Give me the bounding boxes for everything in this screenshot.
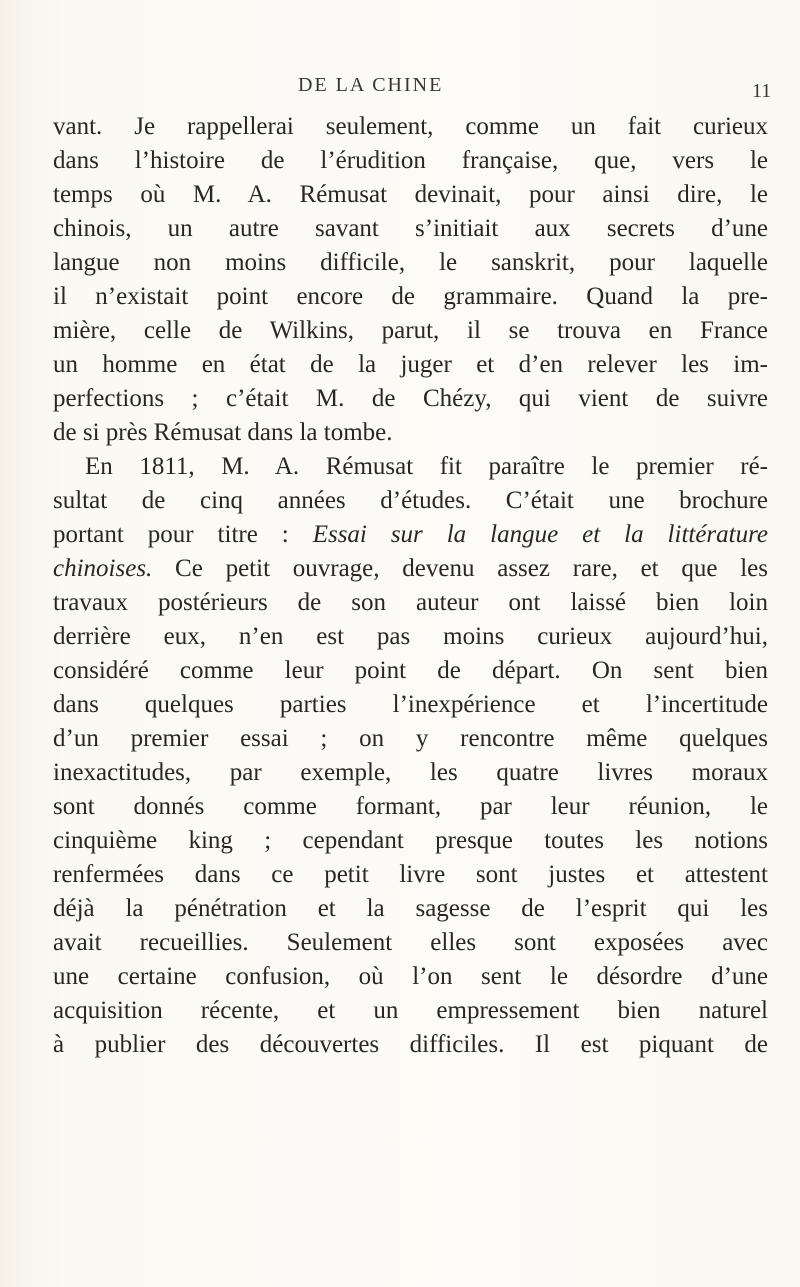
text-line: sont donnés comme formant, par leur réunion, le bbox=[53, 793, 768, 820]
text-segment: Ce petit ouvrage, devenu assez rare, et que les bbox=[152, 555, 768, 582]
page-number: 11 bbox=[752, 80, 772, 102]
text-line: dans quelques parties l’inexpérience et l’incertitude bbox=[53, 691, 768, 718]
text-line bbox=[53, 552, 768, 586]
text-line: perfections ; c’était M. de Chézy, qui vient de suivre bbox=[53, 385, 768, 412]
text-line: acquisition récente, et un empressement bien naturel bbox=[53, 997, 768, 1024]
text-line: temps où M. A. Rémusat devinait, pour ainsi dire, le bbox=[53, 181, 768, 208]
body-text bbox=[53, 110, 768, 1062]
text-line: cinquième king ; cependant presque toutes les notions bbox=[53, 827, 768, 854]
running-title: DE LA CHINE bbox=[298, 74, 444, 96]
text-line: renfermées dans ce petit livre sont justes et attestent bbox=[53, 861, 768, 888]
text-line: une certaine confusion, où l’on sent le désordre d’une bbox=[53, 963, 768, 990]
text-line: considéré comme leur point de départ. On sent bien bbox=[53, 657, 768, 684]
text-line: travaux postérieurs de son auteur ont laissé bien loin bbox=[53, 589, 768, 616]
text-line: chinois, un autre savant s’initiait aux secrets d’une bbox=[53, 215, 768, 242]
text-line: derrière eux, n’en est pas moins curieux aujourd’hui, bbox=[53, 623, 768, 650]
text-line: un homme en état de la juger et d’en relever les im- bbox=[53, 351, 768, 378]
book-title: chinoises. bbox=[53, 555, 153, 582]
page-header bbox=[0, 74, 800, 104]
text-line: mière, celle de Wilkins, parut, il se trouva en France bbox=[53, 317, 768, 344]
text-line: avait recueillies. Seulement elles sont exposées avec bbox=[53, 929, 768, 956]
text-line: dans l’histoire de l’érudition française, que, vers le bbox=[53, 147, 768, 174]
text-line: vant. Je rappellerai seulement, comme un fait curieux bbox=[53, 113, 768, 140]
text-line: langue non moins difficile, le sanskrit, pour laquelle bbox=[53, 249, 768, 276]
text-line: il n’existait point encore de grammaire. Quand la pre- bbox=[53, 283, 768, 310]
text-line: d’un premier essai ; on y rencontre même quelques bbox=[53, 725, 768, 752]
text-line: de si près Rémusat dans la tombe. bbox=[53, 419, 393, 446]
text-line: inexactitudes, par exemple, les quatre livres moraux bbox=[53, 759, 768, 786]
text-segment: portant pour titre : bbox=[53, 521, 313, 548]
text-line: sultat de cinq années d’études. C’était une brochure bbox=[53, 487, 768, 514]
text-line: En 1811, M. A. Rémusat fit paraître le premier ré- bbox=[85, 453, 768, 480]
text-line: déjà la pénétration et la sagesse de l’esprit qui les bbox=[53, 895, 768, 922]
book-title: Essai sur la langue et la littérature bbox=[312, 521, 768, 548]
text-line bbox=[53, 518, 768, 552]
text-line: à publier des découvertes difficiles. Il est piquant de bbox=[53, 1031, 768, 1058]
